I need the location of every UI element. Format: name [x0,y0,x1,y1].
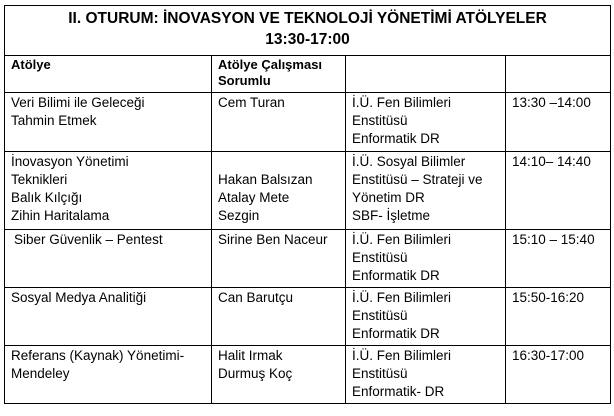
table-row [5,288,611,346]
header-time [506,56,611,93]
responsible-cell: Can Barutçu [212,288,346,346]
time-cell: 15:10 – 15:40 [506,230,611,288]
workshop-cell: Veri Bilimi ile Geleceği Tahmin Etmek [5,93,212,152]
institution-cell: İ.Ü. Fen Bilimleri Enstitüsü Enformatik DR [346,230,506,288]
schedule-document [4,5,610,404]
time-cell: 14:10– 14:40 [506,152,611,230]
institution-cell: İ.Ü. Fen Bilimleri Enstitüsü Enformatik DR [346,288,506,346]
workshop-cell: Siber Güvenlik – Pentest [5,230,212,288]
workshop-cell: Referans (Kaynak) Yönetimi- Mendeley [5,346,212,404]
title-row [5,6,611,56]
table-row [5,93,611,152]
workshop-schedule-table [4,5,611,404]
table-row [5,346,611,404]
header-institution [346,56,506,93]
responsible-cell: Halit Irmak Durmuş Koç [212,346,346,404]
responsible-cell: Hakan Balsızan Atalay Mete Sezgin [212,152,346,230]
header-row [5,56,611,93]
table-row [5,230,611,288]
time-cell: 15:50-16:20 [506,288,611,346]
session-time-range: 13:30-17:00 [265,31,350,48]
workshop-cell: Sosyal Medya Analitiği [5,288,212,346]
time-cell: 13:30 –14:00 [506,93,611,152]
session-title [5,6,611,56]
session-title-line1: II. OTURUM: İNOVASYON VE TEKNOLOJİ YÖNETİMİ ATÖLYELER [68,10,547,27]
institution-cell: İ.Ü. Sosyal Bilimler Enstitüsü – Strateji ve Yönetim DR SBF- İşletme [346,152,506,230]
header-workshop: Atölye [5,56,212,93]
institution-cell: İ.Ü. Fen Bilimleri Enstitüsü Enformatik- DR [346,346,506,404]
institution-cell: İ.Ü. Fen Bilimleri Enstitüsü Enformatik DR [346,93,506,152]
table-row [5,152,611,230]
time-cell: 16:30-17:00 [506,346,611,404]
responsible-cell: Cem Turan [212,93,346,152]
responsible-cell: Sirine Ben Naceur [212,230,346,288]
header-responsible: Atölye Çalışması Sorumlu [212,56,346,93]
workshop-cell: İnovasyon Yönetimi Teknikleri Balık Kılçığı Zihin Haritalama [5,152,212,230]
